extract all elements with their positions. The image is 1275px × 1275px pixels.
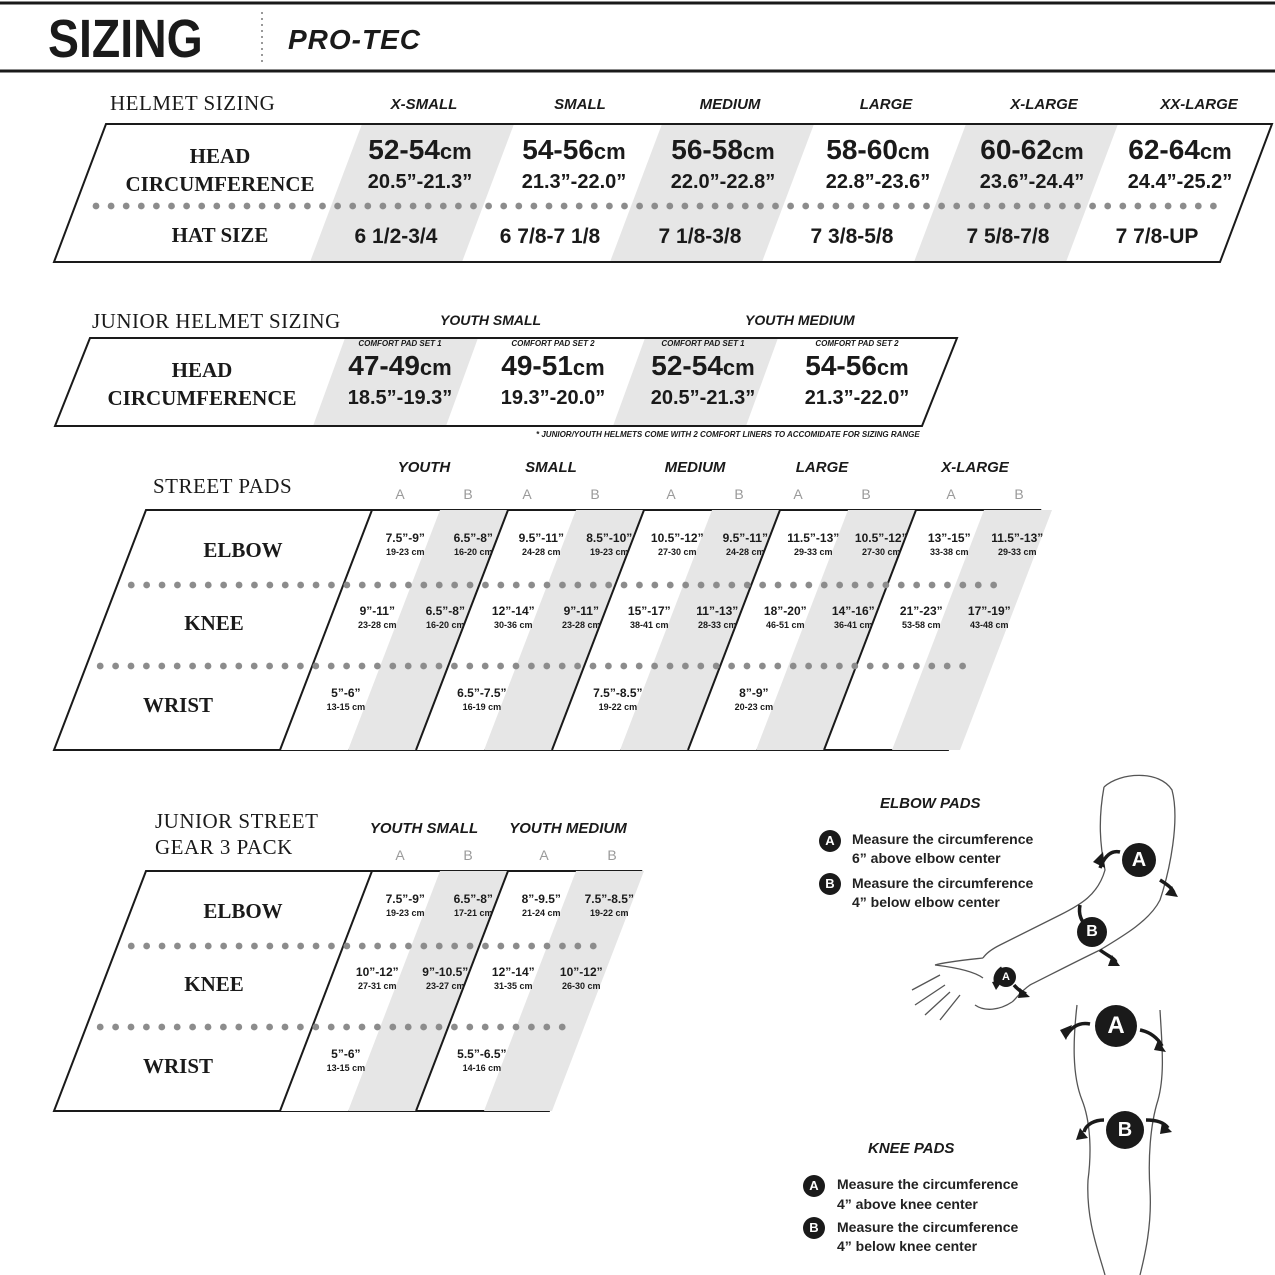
cell-inches: 13”-15” — [927, 531, 971, 545]
cell-cm: 23-28 cm — [562, 620, 601, 630]
helmet-cm-value — [340, 136, 500, 164]
junior-helmet-cm-value — [320, 352, 480, 380]
cell-cm: 23-28 cm — [358, 620, 397, 630]
brand-logo: PRO-TEC — [288, 24, 421, 55]
helmet-cm-value — [1100, 136, 1260, 164]
junior-cm-unit: cm — [876, 355, 909, 380]
cell-cm: 19-23 cm — [386, 547, 425, 557]
helmet-size-header: MEDIUM — [699, 96, 761, 113]
cell-inches: 6.5”-8” — [453, 531, 493, 545]
helmet-cm-value — [643, 136, 803, 164]
cell-inches: 15”-17” — [627, 604, 671, 618]
cell-cm: 23-27 cm — [426, 981, 465, 991]
street_pads-col-a-label: A — [793, 486, 803, 502]
elbow-b-line2: 4” below elbow center — [852, 894, 1000, 910]
cell-cm: 27-30 cm — [658, 547, 697, 557]
cell-cm: 13-15 cm — [326, 702, 366, 712]
knee-guide-title: KNEE PADS — [868, 1140, 955, 1157]
junior-pad-set-label: COMFORT PAD SET 2 — [511, 339, 595, 348]
cell-inches: 11”-13” — [696, 604, 739, 618]
helmet-section-title: HELMET SIZING — [110, 91, 276, 115]
junior-helmet-head-label: HEAD CIRCUMFERENCE — [107, 358, 297, 410]
cell-cm: 38-41 cm — [630, 620, 669, 630]
street_pads-col-b-label: B — [1014, 486, 1024, 502]
cell-inches: 10”-12” — [559, 965, 603, 979]
junior_street-col-a-label: A — [395, 847, 405, 863]
helmet-cm-unit: cm — [742, 139, 775, 164]
helmet-cm-number: 54-56 — [522, 134, 594, 165]
cell-inches: 6.5”-8” — [453, 892, 493, 906]
helmet-cm-number: 58-60 — [826, 134, 898, 165]
street_pads-row-label: WRIST — [142, 693, 214, 717]
cell-inches: 9”-10.5” — [422, 965, 469, 979]
junior_street-row-label: KNEE — [184, 972, 244, 996]
elbow-b-line1: Measure the circumference — [852, 875, 1034, 891]
elbow-a-marker-icon: A — [819, 830, 841, 852]
cell-cm: 33-38 cm — [930, 547, 969, 557]
helmet-cm-unit: cm — [593, 139, 626, 164]
cell-inches: 12”-14” — [491, 965, 535, 979]
junior-helmet-cm-value — [623, 352, 783, 380]
junior-street-title-line2: GEAR 3 PACK — [155, 835, 293, 859]
junior-pad-set-label: COMFORT PAD SET 2 — [815, 339, 899, 348]
knee-b-line1: Measure the circumference — [837, 1219, 1019, 1235]
street_pads-size-header: LARGE — [795, 459, 849, 476]
cell-cm: 19-22 cm — [590, 908, 629, 918]
junior-helmet-inch-value: 18.5”-19.3” — [347, 387, 453, 409]
cell-inches: 10”-12” — [355, 965, 399, 979]
helmet-cm-unit: cm — [897, 139, 930, 164]
junior-helmet-inch-value: 20.5”-21.3” — [650, 387, 756, 409]
junior-helmet-group-youth-small: YOUTH SMALL — [440, 312, 542, 328]
arm-b-marker-icon: B — [1077, 917, 1107, 947]
street_pads-col-a-label: A — [522, 486, 532, 502]
street_pads-row-label: KNEE — [184, 611, 244, 635]
cell-cm: 31-35 cm — [494, 981, 533, 991]
junior-helmet-inch-value: 21.3”-22.0” — [804, 387, 910, 409]
cell-inches: 11.5”-13” — [787, 531, 840, 545]
cell-cm: 30-36 cm — [494, 620, 533, 630]
junior-pad-set-label: COMFORT PAD SET 1 — [358, 339, 442, 348]
helmet-head-label: HEAD CIRCUMFERENCE — [125, 144, 315, 196]
cell-cm: 19-23 cm — [386, 908, 425, 918]
knee-b-marker-icon: B — [803, 1217, 825, 1239]
knee-a-marker-icon: A — [803, 1175, 825, 1197]
junior-helmet-cm-value — [777, 352, 937, 380]
junior_street-col-b-label: B — [607, 847, 617, 863]
page-title: SIZING — [48, 9, 203, 69]
street_pads-cell — [944, 605, 1034, 630]
cell-inches: 12”-14” — [491, 604, 535, 618]
helmet-cm-unit: cm — [1199, 139, 1232, 164]
street_pads-col-a-label: A — [946, 486, 956, 502]
leg-a-marker-icon: A — [1095, 1005, 1137, 1047]
cell-cm: 13-15 cm — [326, 1063, 366, 1073]
cell-cm: 29-33 cm — [998, 547, 1037, 557]
cell-cm: 17-21 cm — [454, 908, 493, 918]
cell-cm: 16-20 cm — [426, 620, 465, 630]
helmet-inch-value: 20.5”-21.3” — [367, 171, 473, 193]
junior-cm-number: 49-51 — [501, 350, 573, 381]
knee-a-line1: Measure the circumference — [837, 1176, 1019, 1192]
junior_street-size-header: YOUTH SMALL — [369, 820, 479, 837]
junior-helmet-cm-value — [473, 352, 633, 380]
cell-inches: 6.5”-7.5” — [457, 686, 507, 700]
junior-cm-unit: cm — [722, 355, 755, 380]
cell-inches: 7.5”-9” — [385, 531, 425, 545]
cell-inches: 8”-9” — [739, 686, 769, 700]
junior_street-cell — [564, 893, 654, 918]
cell-inches: 5”-6” — [331, 686, 361, 700]
cell-inches: 7.5”-9” — [385, 892, 425, 906]
helmet-hat-value: 7 1/8-3/8 — [658, 225, 742, 248]
helmet-cm-value — [952, 136, 1112, 164]
street_pads-row-label: ELBOW — [203, 538, 283, 562]
helmet-hat-value: 7 7/8-UP — [1115, 225, 1199, 248]
helmet-inch-value: 24.4”-25.2” — [1127, 171, 1233, 193]
cell-cm: 24-28 cm — [522, 547, 561, 557]
cell-cm: 19-22 cm — [598, 702, 638, 712]
junior-cm-unit: cm — [419, 355, 452, 380]
junior_street-row-label: ELBOW — [203, 899, 283, 923]
elbow-guide-title: ELBOW PADS — [880, 795, 981, 812]
cell-inches: 14”-16” — [831, 604, 875, 618]
cell-cm: 14-16 cm — [462, 1063, 502, 1073]
helmet-size-header: X-LARGE — [1010, 96, 1078, 113]
cell-inches: 18”-20” — [763, 604, 807, 618]
helmet-cm-value — [798, 136, 958, 164]
leg-b-marker-icon: B — [1106, 1111, 1144, 1149]
street_pads-col-b-label: B — [590, 486, 600, 502]
street_pads-cell — [573, 687, 663, 712]
junior-pad-set-label: COMFORT PAD SET 1 — [661, 339, 745, 348]
junior-helmet-section-title: JUNIOR HELMET SIZING — [92, 309, 341, 333]
elbow-a-line2: 6” above elbow center — [852, 850, 1001, 866]
cell-cm: 16-20 cm — [454, 547, 493, 557]
helmet-cm-number: 56-58 — [671, 134, 743, 165]
helmet-inch-value: 22.0”-22.8” — [670, 171, 776, 193]
helmet-hat-value: 6 7/8-7 1/8 — [499, 225, 601, 248]
helmet-size-header: SMALL — [554, 96, 606, 113]
cell-inches: 5.5”-6.5” — [457, 1047, 507, 1061]
cell-inches: 21”-23” — [899, 604, 943, 618]
junior-cm-unit: cm — [572, 355, 605, 380]
helmet-size-header: LARGE — [859, 96, 913, 113]
helmet-cm-number: 62-64 — [1128, 134, 1200, 165]
cell-cm: 29-33 cm — [794, 547, 833, 557]
helmet-size-header: X-SMALL — [390, 96, 458, 113]
street_pads-cell — [437, 687, 527, 712]
cell-cm: 16-19 cm — [462, 702, 502, 712]
cell-cm: 43-48 cm — [970, 620, 1009, 630]
helmet-cm-unit: cm — [1051, 139, 1084, 164]
junior-cm-number: 54-56 — [805, 350, 877, 381]
cell-inches: 7.5”-8.5” — [584, 892, 634, 906]
street_pads-size-header: MEDIUM — [664, 459, 726, 476]
junior-helmet-note: * JUNIOR/YOUTH HELMETS COME WITH 2 COMFORT LINERS TO ACCOMIDATE FOR SIZING RANGE — [536, 430, 920, 439]
street-pads-section-title: STREET PADS — [153, 474, 293, 498]
cell-inches: 9.5”-11” — [722, 531, 768, 545]
junior-cm-number: 47-49 — [348, 350, 420, 381]
helmet-inch-value: 22.8”-23.6” — [825, 171, 931, 193]
helmet-cm-unit: cm — [439, 139, 472, 164]
street_pads-col-b-label: B — [463, 486, 473, 502]
wrist-a-marker-icon: A — [996, 967, 1016, 987]
street_pads-col-b-label: B — [861, 486, 871, 502]
junior-helmet-group-youth-medium: YOUTH MEDIUM — [745, 312, 855, 328]
elbow-b-marker-icon: B — [819, 873, 841, 895]
cell-cm: 36-41 cm — [834, 620, 873, 630]
cell-cm: 26-30 cm — [562, 981, 601, 991]
cell-inches: 9”-11” — [359, 604, 395, 618]
junior-helmet-inch-value: 19.3”-20.0” — [500, 387, 606, 409]
helmet-size-header: XX-LARGE — [1160, 96, 1238, 113]
helmet-cm-number: 52-54 — [368, 134, 440, 165]
helmet-cm-value — [494, 136, 654, 164]
street_pads-size-header: X-LARGE — [941, 459, 1009, 476]
street_pads-col-a-label: A — [395, 486, 405, 502]
elbow-a-line1: Measure the circumference — [852, 831, 1034, 847]
helmet-inch-value: 23.6”-24.4” — [979, 171, 1085, 193]
cell-inches: 9.5”-11” — [518, 531, 564, 545]
knee-b-line2: 4” below knee center — [837, 1238, 978, 1254]
cell-inches: 10.5”-12” — [650, 531, 704, 545]
cell-inches: 7.5”-8.5” — [593, 686, 643, 700]
street_pads-col-a-label: A — [666, 486, 676, 502]
junior_street-cell — [536, 966, 626, 991]
cell-cm: 27-30 cm — [862, 547, 901, 557]
cell-inches: 8”-9.5” — [521, 892, 561, 906]
helmet-hat-value: 6 1/2-3/4 — [354, 225, 438, 248]
cell-cm: 46-51 cm — [766, 620, 805, 630]
cell-inches: 8.5”-10” — [586, 531, 633, 545]
helmet-hat-value: 7 5/8-7/8 — [966, 225, 1050, 248]
cell-inches: 9”-11” — [563, 604, 599, 618]
cell-cm: 20-23 cm — [734, 702, 774, 712]
junior-street-title-line1: JUNIOR STREET — [155, 809, 319, 833]
helmet-hat-value: 7 3/8-5/8 — [810, 225, 894, 248]
cell-cm: 24-28 cm — [726, 547, 765, 557]
cell-inches: 17”-19” — [967, 604, 1011, 618]
junior_street-row-label: WRIST — [142, 1054, 214, 1078]
cell-cm: 21-24 cm — [522, 908, 561, 918]
cell-cm: 28-33 cm — [698, 620, 737, 630]
street_pads-size-header: YOUTH — [397, 459, 451, 476]
street_pads-cell — [709, 687, 799, 712]
cell-cm: 19-23 cm — [590, 547, 629, 557]
junior_street-col-b-label: B — [463, 847, 473, 863]
cell-inches: 6.5”-8” — [425, 604, 465, 618]
street_pads-size-header: SMALL — [525, 459, 577, 476]
cell-inches: 5”-6” — [331, 1047, 361, 1061]
street_pads-cell — [972, 532, 1062, 557]
knee-a-line2: 4” above knee center — [837, 1196, 978, 1212]
junior_street-cell — [437, 1048, 527, 1073]
junior_street-size-header: YOUTH MEDIUM — [509, 820, 627, 837]
street_pads-col-b-label: B — [734, 486, 744, 502]
junior_street-cell — [301, 1048, 391, 1073]
cell-inches: 10.5”-12” — [854, 531, 908, 545]
arm-a-marker-icon: A — [1122, 843, 1156, 877]
helmet-inch-value: 21.3”-22.0” — [521, 171, 627, 193]
cell-inches: 11.5”-13” — [991, 531, 1044, 545]
street_pads-cell — [301, 687, 391, 712]
helmet-hat-label: HAT SIZE — [171, 223, 269, 247]
junior-cm-number: 52-54 — [651, 350, 723, 381]
cell-cm: 27-31 cm — [358, 981, 397, 991]
helmet-cm-number: 60-62 — [980, 134, 1052, 165]
cell-cm: 53-58 cm — [902, 620, 941, 630]
junior_street-col-a-label: A — [539, 847, 549, 863]
